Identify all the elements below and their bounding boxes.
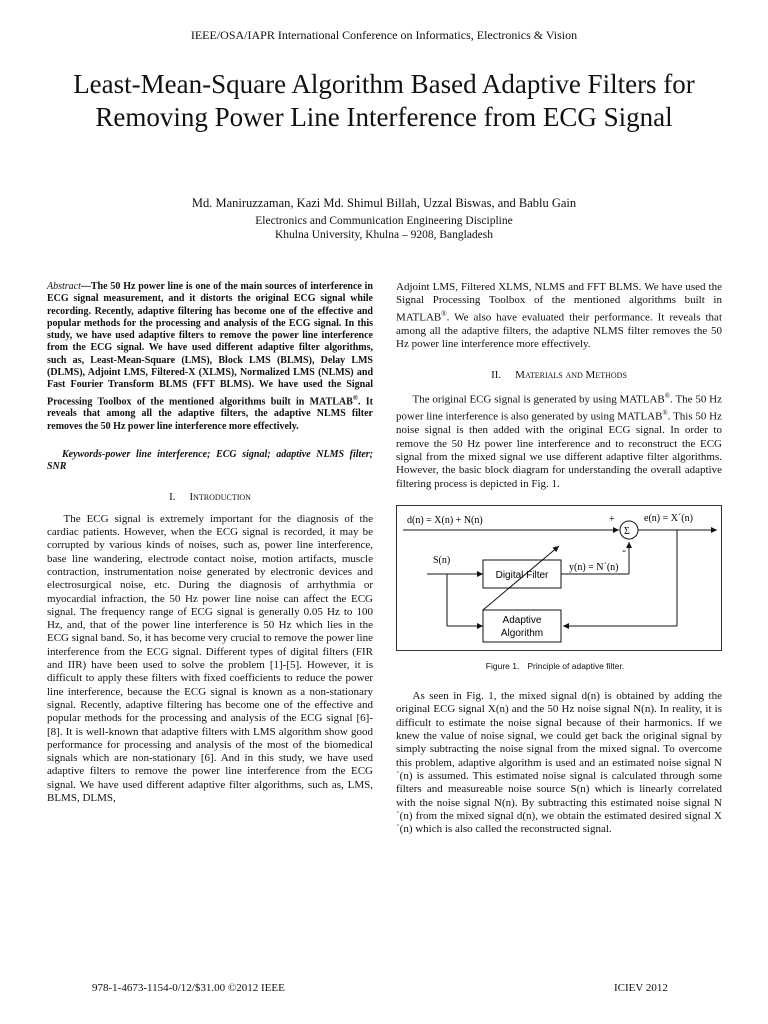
figure-caption-text: Principle of adaptive filter. [527,660,625,671]
registered-mark: ® [664,392,671,401]
footer-conference: ICIEV 2012 [614,982,668,994]
sigma-symbol: Σ [624,525,630,537]
abstract [47,281,373,433]
minus-sign: - [622,542,626,557]
author-list: Md. Maniruzzaman, Kazi Md. Shimul Billah, Uzzal Biswas, and Bablu Gain [191,196,577,210]
registered-mark: ® [662,409,668,418]
figure-number: Figure 1. [485,660,520,671]
plus-sign: + [609,513,615,525]
figure-caption [396,660,722,673]
intro-continuation [396,281,722,351]
footer-isbn: 978-1-4673-1154-0/12/$31.00 ©2012 IEEE [92,982,285,994]
methods-paragraph-1 [396,390,722,490]
block-diagram [397,506,721,650]
continuation-text-1: Adjoint LMS, Filtered XLMS, NLMS and FFT BLMS. We have used the Signal Processing Toolbox of the mentioned algorithms built in MATLAB [396,281,722,324]
error-signal-label: e(n) = X´(n) [644,512,693,524]
mixed-signal-label: d(n) = X(n) + N(n) [407,514,483,526]
abstract-label: Abstract [47,281,81,292]
figure-adaptive-filter-diagram [396,505,722,651]
section-heading-methods [396,369,722,382]
affiliation-line-1: Electronics and Communication Engineering Discipline [255,215,513,227]
digital-filter-label: Digital Filter [495,569,549,581]
left-column [47,281,373,805]
methods-paragraph-2: As seen in Fig. 1, the mixed signal d(n) is obtained by adding the original ECG signal X(n) and the 50 Hz noise signal N(n). In reality, it is difficult to estimate the noise signal because of their harmonics. If we knew the value of noise signal, we could get back the original signal by simply subtracting the noise signal from the mixed signal. To overcome this problem, adaptive algorithm is used and an estimated noise signal N´(n) is assumed. This estimated noise signal is calculated through some filters and measureable noise source S(n) which is linearly correlated with the noise signal N(n). By subtracting this estimated noise signal N´(n) from the mixed signal d(n), we obtain the estimated desired signal X´(n) which is also called the reconstructed signal. [396,690,722,836]
methods-text-c: . This 50 Hz noise signal is then added with the original ECG signal. In order to remove the 50 Hz power line interference and to reconstruct the ECG signal from the mixed signal we use different adaptive filter algorithms. However, the basic block diagram for understanding the overall adaptive filtering process is depicted in Fig. 1. [396,411,722,490]
estimated-noise-label: y(n) = N´(n) [569,561,619,573]
introduction-paragraph: The ECG signal is extremely important for the diagnosis of the cardiac patients. However, when the ECG signal is recorded, it may be corrupted by various kinds of noises, such as, power line interference, base line wandering, electrode contact noise, motion artifacts, muscle contraction, instrumentation noise generated by electronic devices and electrosurgical noise, etc. During the diagnosis of arrhythmia or myocardial infraction, the 50 Hz power line noise can affect the ECG signal. The frequency range of ECG signal is generally 0.05 Hz to 100 Hz, and, that of the power line interference is 50 Hz which lies in the ECG signal band. So, it has become very crucial to remove the power line interference from the ECG signal. Different types of digital filters (FIR and IIR) have been used to solve the problem [1]-[5]. However, it is difficult to apply these filters with fixed coefficients to reduce the power line interference, because the ECG signal is known as a non-stationary signal. Recently, adaptive filtering has become one of the effective and popular methods for the processing and analysis of the ECG signal [6]-[8]. It is well-known that adaptive filters with LMS algorithm show good performance for processing and analysis of the most of the biomedical signals which are non-stationary [6]. And in this study, we have used adaptive filters to remove the power line interference from the ECG signal. We have used different adaptive filter algorithms, such as, LMS, BLMS, DLMS, [47,512,373,805]
adaptive-algorithm-label-1: Adaptive [502,614,542,626]
section-number: II. [491,369,502,382]
conference-header: IEEE/OSA/IAPR International Conference on Informatics, Electronics & Vision [190,28,578,42]
noise-source-label: S(n) [433,554,451,566]
keywords: Keywords-power line interference; ECG signal; adaptive NLMS filter; SNR [47,448,373,473]
affiliation [0,214,768,242]
right-column [396,281,722,836]
continuation-text-2: . We also have evaluated their performance. It reveals that among all the adaptive filters, the adaptive NLMS filter removes the 50 Hz power line interference more effectively. [396,311,722,350]
paper-title: Least-Mean-Square Algorithm Based Adaptive Filters for Removing Power Line Interference from ECG Signal [73,69,695,132]
section-title: Introduction [189,491,251,504]
methods-text-a: The original ECG signal is generated by using MATLAB [412,394,665,407]
methods-text-b: . The 50 Hz power line interference is also generated by using MATLAB [396,394,722,424]
abstract-dash: — [80,281,91,292]
registered-mark: ® [441,309,447,318]
registered-mark: ® [352,393,358,402]
section-heading-introduction [47,491,373,504]
abstract-text-end: . It reveals that among all the adaptive filters, the adaptive NLMS filter removes the 50 Hz power line interference more effectively. [47,396,373,432]
section-title: Materials and Methods [515,369,627,382]
abstract-text: The 50 Hz power line is one of the main sources of interference in ECG signal measurement, and it distorts the original ECG signal while recording. Recently, adaptive filtering has become one of the effective and popular methods for the processing and analysis of the ECG signal. In this study, we have used adaptive filters to remove the power line interference from the ECG signal. We have used different adaptive filter algorithms, such as, Least-Mean-Square (LMS), Block LMS (BLMS), Delay LMS (DLMS), Adjoint LMS, Filtered-X (XLMS), Normalized LMS (NLMS) and Fast Fourier Transform BLMS (FFT BLMS). We have used the Signal Processing Toolbox of the mentioned algorithms built in MATLAB [47,281,373,407]
affiliation-line-2: Khulna University, Khulna – 9208, Bangladesh [274,229,494,241]
adaptive-algorithm-label-2: Algorithm [500,627,544,639]
section-number: I. [169,491,176,504]
